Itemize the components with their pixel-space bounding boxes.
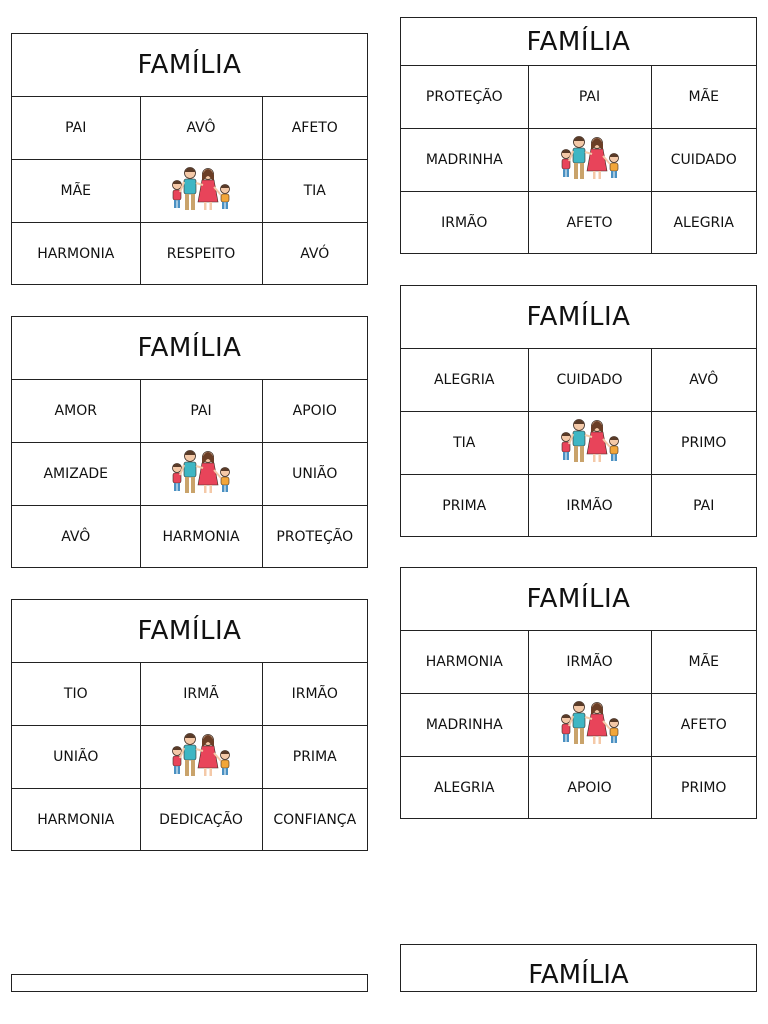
bingo-card-1 <box>11 33 368 285</box>
grid-cell: ALEGRIA <box>401 349 528 412</box>
card-title: FAMÍLIA <box>528 960 629 990</box>
partial-card-left <box>11 974 368 992</box>
grid-cell: MÃE <box>12 160 140 223</box>
center-cell <box>140 160 262 223</box>
grid-cell: TIA <box>262 160 367 223</box>
family-icon <box>168 165 234 213</box>
card-grid <box>12 97 367 285</box>
grid-cell: PRIMO <box>651 412 756 475</box>
grid-cell: AVÓ <box>262 223 367 286</box>
family-icon <box>168 731 234 779</box>
grid-cell: AVÔ <box>651 349 756 412</box>
grid-cell: AFETO <box>262 97 367 160</box>
grid-cell: APOIO <box>262 380 367 443</box>
card-grid <box>12 380 367 568</box>
grid-cell: PAI <box>651 475 756 538</box>
grid-cell: UNIÃO <box>12 726 140 789</box>
grid-cell: RESPEITO <box>140 223 262 286</box>
card-title: FAMÍLIA <box>12 317 367 380</box>
card-grid <box>401 349 756 537</box>
card-title: FAMÍLIA <box>401 568 756 631</box>
grid-cell: AFETO <box>651 694 756 757</box>
center-cell <box>140 726 262 789</box>
grid-cell: APOIO <box>528 757 651 820</box>
card-grid <box>401 66 756 254</box>
grid-cell: IRMÃ <box>140 663 262 726</box>
card-title: FAMÍLIA <box>401 18 756 66</box>
grid-cell: CUIDADO <box>528 349 651 412</box>
bingo-card-5 <box>11 599 368 851</box>
grid-cell: TIA <box>401 412 528 475</box>
bingo-card-6 <box>400 567 757 819</box>
card-title: FAMÍLIA <box>12 600 367 663</box>
grid-cell: MADRINHA <box>401 129 528 192</box>
grid-cell: HARMONIA <box>12 223 140 286</box>
grid-cell: UNIÃO <box>262 443 367 506</box>
card-title: FAMÍLIA <box>401 286 756 349</box>
grid-cell: ALEGRIA <box>651 192 756 255</box>
grid-cell: PRIMA <box>262 726 367 789</box>
bingo-card-2 <box>400 17 757 254</box>
grid-cell: PROTEÇÃO <box>401 66 528 129</box>
grid-cell: AFETO <box>528 192 651 255</box>
family-icon <box>557 417 623 465</box>
center-cell <box>528 129 651 192</box>
card-title: FAMÍLIA <box>12 34 367 97</box>
grid-cell: AMOR <box>12 380 140 443</box>
grid-cell: PROTEÇÃO <box>262 506 367 569</box>
grid-cell: MADRINHA <box>401 694 528 757</box>
grid-cell: IRMÃO <box>528 475 651 538</box>
grid-cell: PRIMO <box>651 757 756 820</box>
center-cell <box>528 694 651 757</box>
grid-cell: AMIZADE <box>12 443 140 506</box>
grid-cell: AVÔ <box>12 506 140 569</box>
grid-cell: CUIDADO <box>651 129 756 192</box>
grid-cell: PAI <box>528 66 651 129</box>
bingo-card-4 <box>400 285 757 537</box>
center-cell <box>140 443 262 506</box>
partial-card-right <box>400 944 757 992</box>
grid-cell: IRMÃO <box>262 663 367 726</box>
family-icon <box>557 699 623 747</box>
card-grid <box>401 631 756 819</box>
grid-cell: DEDICAÇÃO <box>140 789 262 852</box>
family-icon <box>168 448 234 496</box>
grid-cell: HARMONIA <box>401 631 528 694</box>
grid-cell: MÃE <box>651 631 756 694</box>
grid-cell: MÃE <box>651 66 756 129</box>
grid-cell: AVÔ <box>140 97 262 160</box>
center-cell <box>528 412 651 475</box>
grid-cell: HARMONIA <box>12 789 140 852</box>
grid-cell: PRIMA <box>401 475 528 538</box>
grid-cell: TIO <box>12 663 140 726</box>
grid-cell: PAI <box>12 97 140 160</box>
grid-cell: CONFIANÇA <box>262 789 367 852</box>
grid-cell: IRMÃO <box>528 631 651 694</box>
grid-cell: PAI <box>140 380 262 443</box>
grid-cell: HARMONIA <box>140 506 262 569</box>
grid-cell: ALEGRIA <box>401 757 528 820</box>
bingo-card-3 <box>11 316 368 568</box>
family-icon <box>557 134 623 182</box>
grid-cell: IRMÃO <box>401 192 528 255</box>
card-grid <box>12 663 367 851</box>
